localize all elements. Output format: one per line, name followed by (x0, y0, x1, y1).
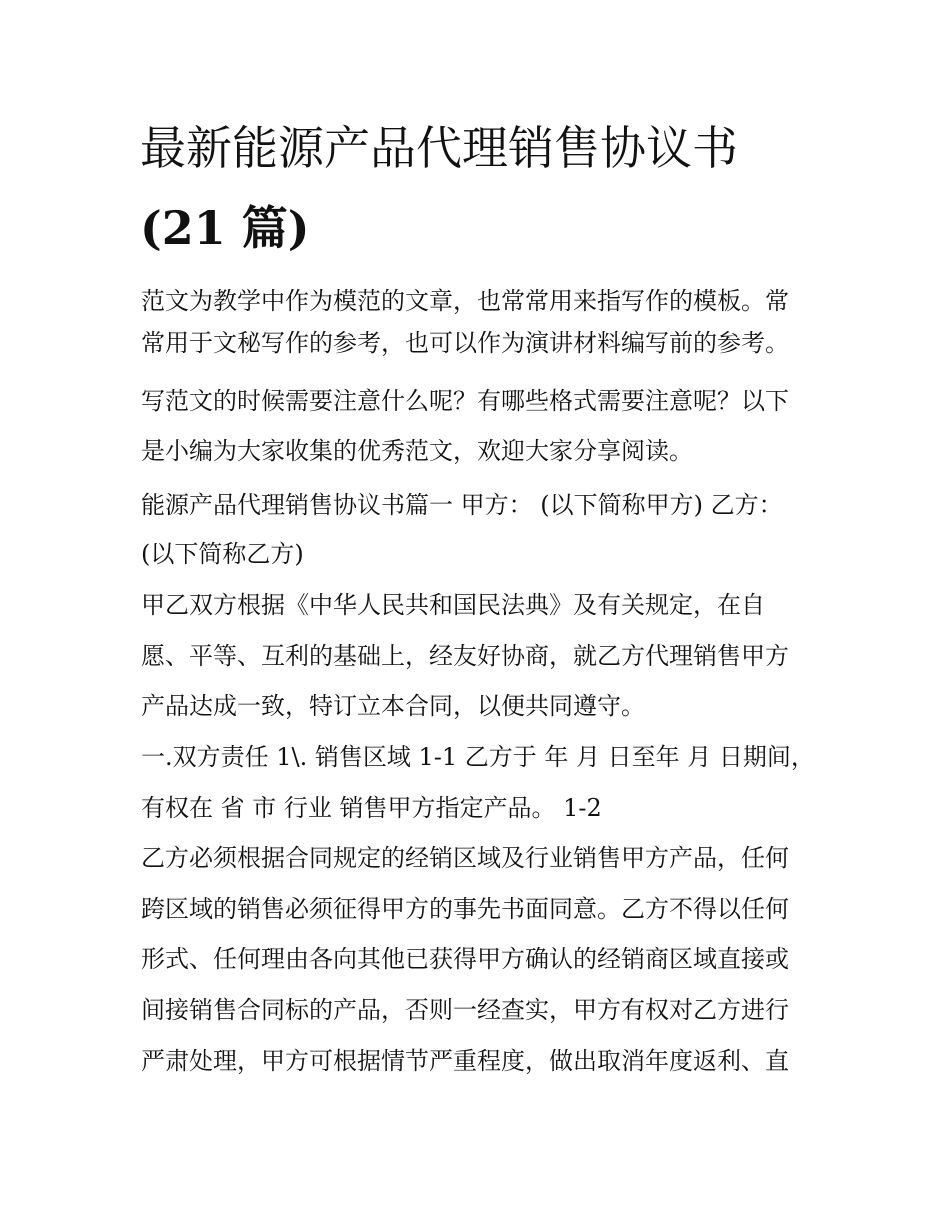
body-line-1: 范文为教学中作为模范的文章，也常常用来指写作的模板。常 (141, 287, 789, 315)
body-line-8: 愿、平等、互利的基础上，经友好协商，就乙方代理销售甲方 (141, 642, 789, 670)
body-line-4: 是小编为大家收集的优秀范文，欢迎大家分享阅读。 (141, 437, 693, 465)
body-line-3: 写范文的时候需要注意什么呢？有哪些格式需要注意呢？以下 (141, 387, 789, 415)
body-line-16: 严肃处理，甲方可根据情节严重程度，做出取消年度返利、直 (141, 1047, 789, 1075)
document-title-line-2: (21 篇) (140, 201, 310, 255)
body-line-13: 跨区域的销售必须征得甲方的事先书面同意。乙方不得以任何 (141, 895, 789, 923)
body-line-14: 形式、任何理由各向其他已获得甲方确认的经销商区域直接或 (141, 945, 789, 973)
document-title-line-1: 最新能源产品代理销售协议书 (140, 121, 738, 175)
body-line-2: 常用于文秘写作的参考，也可以作为演讲材料编写前的参考。 (141, 329, 789, 357)
body-line-10: 一.双方责任 1\. 销售区域 1-1 乙方于 年 月 日至年 月 日期间， (141, 743, 815, 771)
body-line-15: 间接销售合同标的产品，否则一经查实，甲方有权对乙方进行 (141, 996, 789, 1024)
body-line-6: (以下简称乙方) (141, 540, 304, 568)
body-line-7: 甲乙双方根据《中华人民共和国民法典》及有关规定，在自 (141, 591, 765, 619)
body-line-12: 乙方必须根据合同规定的经销区域及行业销售甲方产品，任何 (141, 844, 789, 872)
body-line-5: 能源产品代理销售协议书篇一 甲方： (以下简称甲方) 乙方： (141, 491, 783, 519)
body-line-11: 有权在 省 市 行业 销售甲方指定产品。 1-2 (141, 794, 602, 822)
body-line-9: 产品达成一致，特订立本合同，以便共同遵守。 (141, 692, 645, 720)
